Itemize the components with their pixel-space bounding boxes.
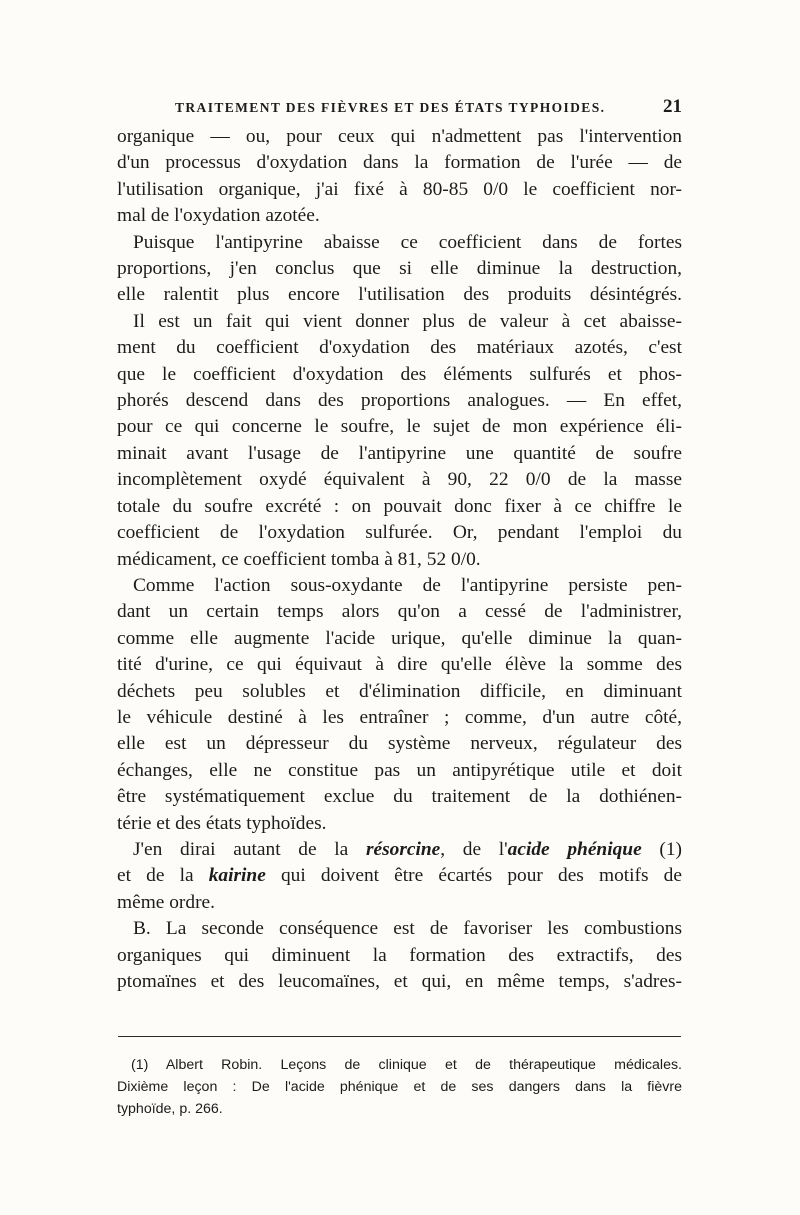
footnote-divider xyxy=(118,1036,681,1037)
paragraph-line: elle ralentit plus encore l'utilisation des produits désintégrés. xyxy=(117,284,682,306)
footnote xyxy=(117,1054,682,1120)
text-segment: J'en dirai autant de la xyxy=(133,838,366,860)
italic-term-resorcine: résorcine xyxy=(365,838,441,860)
paragraph-line: térie et des états typhoïdes. xyxy=(117,812,327,834)
paragraph-line: pour ce qui concerne le soufre, le sujet de mon expérience éli- xyxy=(117,416,682,438)
running-head xyxy=(117,96,682,120)
paragraph-line: organique — ou, pour ceux qui n'admettent pas l'intervention xyxy=(117,126,682,147)
paragraph-line xyxy=(117,863,682,889)
paragraph-line xyxy=(117,837,682,863)
running-title: TRAITEMENT DES FIÈVRES ET DES ÉTATS TYPHOIDES. xyxy=(175,100,606,115)
paragraph-line: mal de l'oxydation azotée. xyxy=(117,205,320,227)
paragraph-line: l'utilisation organique, j'ai fixé à 80-85 0/0 le coefficient nor- xyxy=(117,178,682,200)
paragraph-line: médicament, ce coefficient tomba à 81, 52 0/0. xyxy=(117,548,481,570)
italic-term-acide-phenique: acide phénique xyxy=(507,838,642,860)
text-segment: qui doivent être écartés pour des motifs de xyxy=(265,865,682,887)
text-segment: et de la xyxy=(117,865,209,887)
page xyxy=(117,96,682,995)
paragraph-line: Puisque l'antipyrine abaisse ce coefficient dans de fortes xyxy=(133,231,682,253)
footnote-ref: (1) xyxy=(641,838,682,860)
paragraph-line: que le coefficient d'oxydation des éléments sulfurés et phos- xyxy=(117,363,682,385)
paragraph-line: elle est un dépresseur du système nerveux, régulateur des xyxy=(117,733,682,755)
paragraph-line: tité d'urine, ce qui équivaut à dire qu'elle élève la somme des xyxy=(117,654,682,676)
paragraph-line: coefficient de l'oxydation sulfurée. Or, pendant l'emploi du xyxy=(117,522,682,544)
paragraph-line: ptomaïnes et des leucomaïnes, et qui, en même temps, s'adres- xyxy=(117,971,682,992)
paragraph-line: d'un processus d'oxydation dans la formation de l'urée — de xyxy=(117,152,682,174)
paragraph-line: minait avant l'usage de l'antipyrine une quantité de soufre xyxy=(117,442,682,464)
paragraph-line: le véhicule destiné à les entraîner ; comme, d'un autre côté, xyxy=(117,706,682,728)
body-text xyxy=(117,124,682,995)
paragraph-line: incomplètement oxydé équivalent à 90, 22 0/0 de la masse xyxy=(117,469,682,491)
page-number: 21 xyxy=(663,96,682,117)
footnote-line: (1) Albert Robin. Leçons de clinique et de thérapeutique médicales. xyxy=(131,1057,682,1073)
italic-term-kairine: kairine xyxy=(208,865,266,887)
paragraph-line: échanges, elle ne constitue pas un antipyrétique utile et doit xyxy=(117,759,682,781)
paragraph-line: être systématiquement exclue du traitement de la dothiénen- xyxy=(117,786,682,808)
paragraph-line: phorés descend dans des proportions analogues. — En effet, xyxy=(117,390,682,412)
paragraph-line: déchets peu solubles et d'élimination difficile, en diminuant xyxy=(117,680,682,702)
footnote-line: Dixième leçon : De l'acide phénique et de ses dangers dans la fièvre xyxy=(117,1079,682,1095)
text-segment: , de l' xyxy=(440,838,508,860)
paragraph-line: ment du coefficient d'oxydation des matériaux azotés, c'est xyxy=(117,337,682,359)
paragraph-line: organiques qui diminuent la formation des extractifs, des xyxy=(117,944,682,966)
paragraph-line: dant un certain temps alors qu'on a cessé de l'administrer, xyxy=(117,601,682,623)
paragraph-line: comme elle augmente l'acide urique, qu'elle diminue la quan- xyxy=(117,627,682,649)
paragraph-line: Il est un fait qui vient donner plus de valeur à cet abaisse- xyxy=(133,310,682,332)
footnote-line: typhoïde, p. 266. xyxy=(117,1101,223,1117)
paragraph-line: totale du soufre excrété : on pouvait donc fixer à ce chiffre le xyxy=(117,495,682,517)
paragraph-line: proportions, j'en conclus que si elle diminue la destruction, xyxy=(117,258,682,280)
paragraph-line: Comme l'action sous-oxydante de l'antipyrine persiste pen- xyxy=(133,574,682,596)
paragraph-line: même ordre. xyxy=(117,891,215,913)
paragraph-line: B. La seconde conséquence est de favoriser les combustions xyxy=(133,918,682,940)
